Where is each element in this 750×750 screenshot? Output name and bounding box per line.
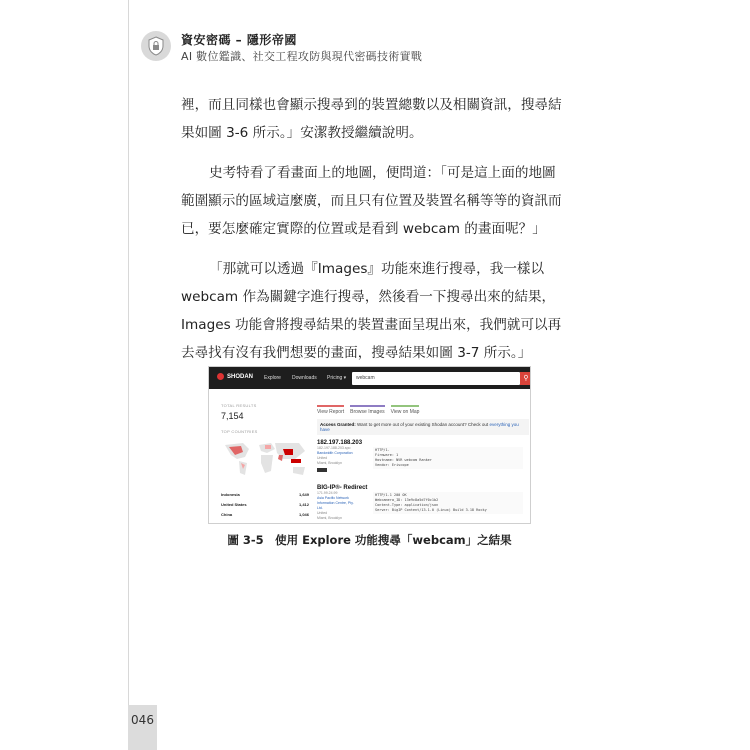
access-notice	[317, 419, 529, 435]
country-name	[221, 520, 241, 524]
nav-explore[interactable]: Explore	[264, 375, 281, 381]
tab-view-report[interactable]: View Report	[317, 405, 344, 415]
top-countries-label: TOP COUNTRIES	[221, 429, 258, 434]
result-city: Miami, Brooklyn	[317, 461, 342, 465]
result-host: 171.99.24.99	[317, 491, 338, 495]
text-line: 已，要怎麼確定實際的位置或是看到 webcam 的畫面呢？」	[181, 221, 546, 237]
book-subtitle: AI 數位鑑識、社交工程攻防與現代密碼技術實戰	[181, 50, 423, 63]
notice-link[interactable]: everything you have	[320, 422, 519, 432]
shodan-topbar	[209, 367, 531, 389]
notice-text: Want to get more out of your existing Shodan account? Check out	[355, 422, 490, 427]
banner-line: HTTP/1.1 200 OK	[375, 493, 407, 497]
banner-line: Vendor: Eriscope	[375, 463, 409, 467]
result-item	[317, 440, 529, 480]
banner-line: HTTP/1.	[375, 448, 390, 452]
paragraph	[181, 255, 561, 367]
country-name: China	[221, 512, 233, 517]
country-count: 1,046	[298, 512, 309, 517]
search-input[interactable]: webcam	[352, 372, 520, 385]
book-title: 資安密碼 – 隱形帝國	[181, 33, 297, 47]
country-row[interactable]	[221, 510, 309, 520]
result-title[interactable]: BIG-IP®- Redirect	[317, 485, 368, 491]
nav-downloads[interactable]: Downloads	[292, 375, 317, 381]
text-line: webcam 作為關鍵字進行搜尋，然後看一下搜尋出來的結果，	[181, 289, 556, 305]
text-line: 果如圖 3-6 所示。」安潔教授繼續說明。	[181, 125, 423, 141]
result-city: Miami, Brooklyn	[317, 516, 342, 520]
banner-line: Content-Type: application/json	[375, 503, 439, 507]
shodan-logo-text: SHODAN	[227, 373, 254, 380]
world-map	[221, 437, 309, 481]
text-line: 裡，而且同樣也會顯示搜尋到的裝置總數以及相關資訊，搜尋結	[181, 97, 562, 113]
view-tabs	[317, 405, 529, 415]
results-summary	[221, 403, 309, 524]
country-row[interactable]	[221, 500, 309, 510]
result-org[interactable]: Ltd.	[317, 506, 323, 510]
text-line: Images 功能會將搜尋結果的裝置畫面呈現出來，我們就可以再	[181, 317, 562, 333]
result-banner	[373, 447, 523, 469]
body-text	[181, 91, 561, 379]
country-name: United States	[221, 502, 247, 507]
banner-line: Webcamera_ID: 13e9c8a5d7f0c1b2	[375, 498, 439, 502]
shodan-logo-icon	[217, 373, 224, 380]
country-row[interactable]	[221, 520, 309, 524]
page-number: 046	[128, 705, 157, 750]
search-icon: ⚲	[523, 375, 529, 382]
result-ip[interactable]: 182.197.188.203	[317, 440, 363, 446]
result-country: United	[317, 511, 328, 515]
banner-line: Server: BigIP Content/13.1.0 (Linux) Build 3.18 Rocky	[375, 508, 487, 512]
country-count: 1,649	[298, 492, 309, 497]
result-org[interactable]: Asia Pacific Network	[317, 496, 349, 500]
result-org[interactable]: Information Centre, Pty.	[317, 501, 354, 505]
tab-view-on-map[interactable]: View on Map	[391, 405, 420, 415]
total-results-value: 7,154	[221, 411, 244, 421]
search-button[interactable]	[520, 372, 531, 385]
total-results-label: TOTAL RESULTS	[221, 403, 257, 408]
result-country: United	[317, 456, 328, 460]
paragraph	[181, 91, 561, 147]
text-line: 去尋找有沒有我們想要的畫面，搜尋結果如圖 3-7 所示。」	[181, 345, 532, 361]
nav-pricing[interactable]: Pricing ▾	[327, 375, 347, 381]
result-host: 182-197-188-203.spo	[317, 446, 351, 450]
text-line: 範圍顯示的區域這麼廣，而且只有位置及裝置名稱等等的資訊而	[181, 193, 562, 209]
result-org[interactable]: Bandwidth Corporation	[317, 451, 353, 455]
notice-bold: Access Granted:	[320, 422, 356, 427]
country-name: Indonesia	[221, 492, 240, 497]
shodan-logo	[217, 373, 253, 380]
country-row[interactable]	[221, 490, 309, 500]
banner-line: Hostname: NVR webcam Ranker	[375, 458, 432, 462]
country-count	[302, 520, 309, 524]
figure-screenshot	[208, 366, 531, 524]
paragraph	[181, 159, 561, 243]
result-thumbnail[interactable]	[317, 468, 327, 472]
tab-browse-images[interactable]: Browse Images	[350, 405, 384, 415]
text-line: 「那就可以透過『Images』功能來進行搜尋，我一樣以	[209, 261, 545, 277]
figure-caption: 圖 3-5 使用 Explore 功能搜尋「webcam」之結果	[227, 533, 512, 547]
text-line: 史考特看了看畫面上的地圖，便問道：「可是這上面的地圖	[209, 165, 556, 181]
lock-shield-icon	[141, 31, 171, 61]
results-list	[317, 405, 529, 524]
result-item	[317, 485, 529, 524]
result-banner	[373, 492, 523, 514]
country-list	[221, 490, 309, 524]
banner-line: Firmware: 1	[375, 453, 399, 457]
country-count: 1,412	[298, 502, 309, 507]
